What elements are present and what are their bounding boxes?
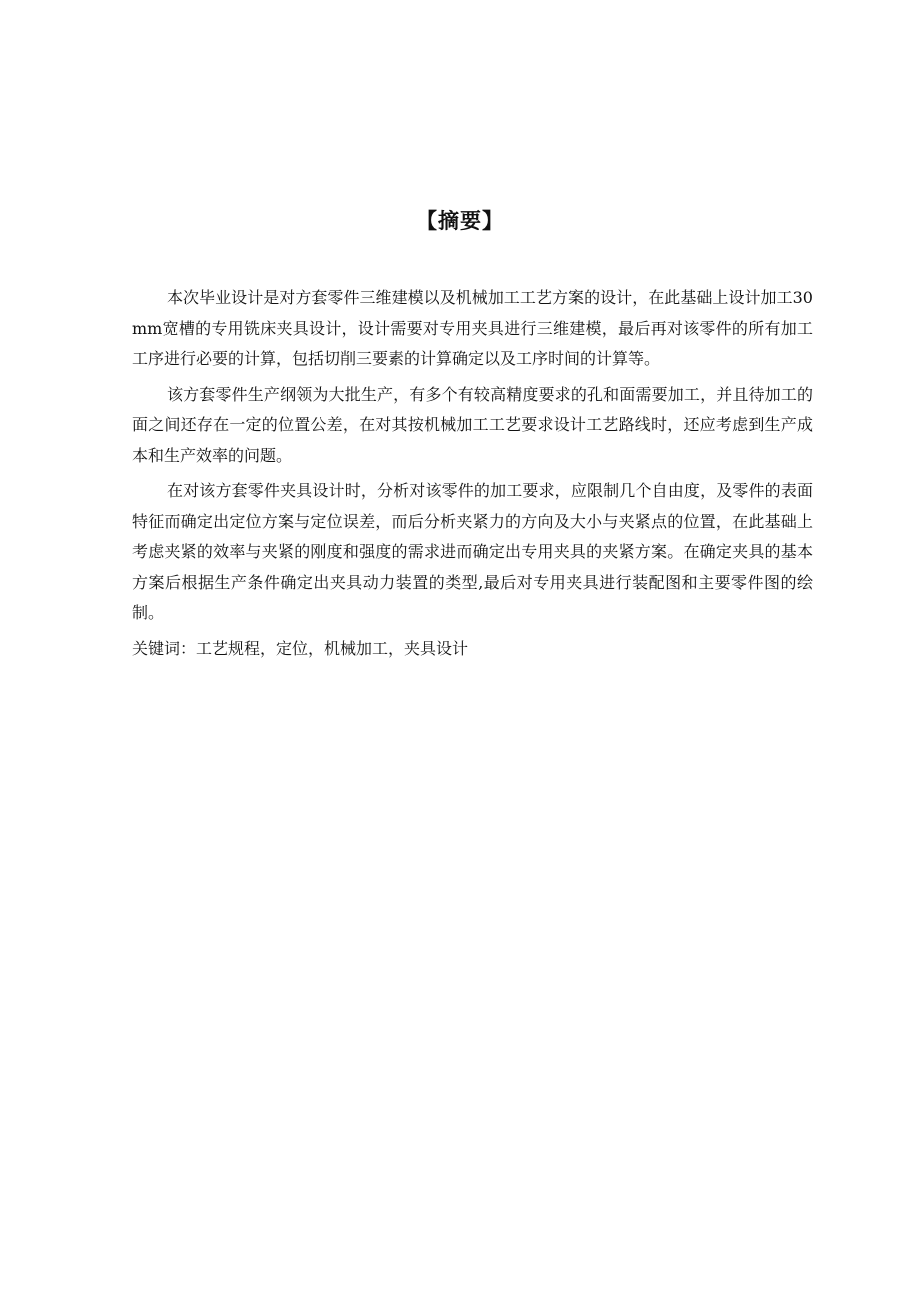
abstract-paragraph-3: 在对该方套零件夹具设计时，分析对该零件的加工要求，应限制几个自由度，及零件的表面特征而确定出定位方案与定位误差，而后分析夹紧力的方向及大小与夹紧点的位置，在此基础上考虑夹紧的效率与夹紧的刚度和强度的需求进而确定出专用夹具的夹紧方案。在确定夹具的基本方案后根据生产条件确定出夹具动力装置的类型,最后对专用夹具进行装配图和主要零件图的绘制。 (132, 481, 813, 622)
abstract-paragraph-2: 该方套零件生产纲领为大批生产，有多个有较高精度要求的孔和面需要加工，并且待加工的面之间还存在一定的位置公差，在对其按机械加工工艺要求设计工艺路线时，还应考虑到生产成本和生产效率的问题。 (132, 384, 813, 465)
abstract-body (132, 283, 813, 664)
abstract-paragraph-1: 本次毕业设计是对方套零件三维建模以及机械加工工艺方案的设计，在此基础上设计加工30mm宽槽的专用铣床夹具设计，设计需要对专用夹具进行三维建模，最后再对该零件的所有加工工序进行必要的计算，包括切削三要素的计算确定以及工序时间的计算等。 (132, 288, 813, 368)
keywords-line: 关键词：工艺规程，定位，机械加工，夹具设计 (132, 638, 469, 658)
abstract-title: 【摘要】 (416, 209, 504, 233)
